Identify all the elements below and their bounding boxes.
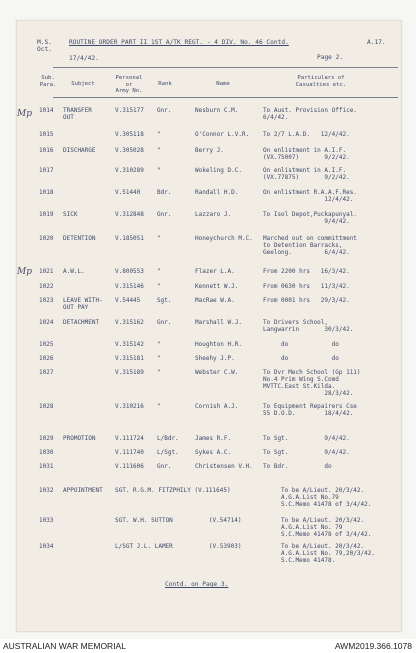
entry-particulars: To Equipment Repairers Cse 55 D.O.D. 18/4/42. — [263, 403, 357, 417]
col-sub-para: Sub. Para. — [39, 75, 57, 88]
entry-rank: Sgt. — [157, 297, 172, 304]
entry-name: Houghton H.R. — [195, 341, 242, 348]
entry-para: 1023 — [39, 297, 54, 304]
appointment-particulars: To be A/Lieut. 20/3/42. A.G.A.List No. 79,20/3/42. S.C.Memo 41478. — [281, 543, 375, 564]
entry-rank: " — [157, 235, 161, 242]
continued-note: Contd. on Page 3. — [165, 581, 229, 588]
entry-rank: L/Bdr. — [157, 435, 179, 442]
entry-name: Flazer L.A. — [195, 268, 235, 275]
entry-subject: DETENTION — [63, 235, 96, 242]
entry-rank: Gnr. — [157, 107, 172, 114]
entry-particulars: To Isol Depot,Puckapunyal. 9/4/42. — [263, 211, 357, 225]
entry-particulars: Marched out on committment to Detention Barracks, Geelong. 6/4/42. — [263, 235, 357, 256]
entry-army-no: V.800553 — [115, 268, 144, 275]
entry-name: Lazzaro J. — [195, 211, 232, 218]
entry-para: 1014 — [39, 107, 54, 114]
entry-name: Wokeling D.C. — [195, 167, 242, 174]
entry-particulars: On enlistment R.A.A.F.Res. 12/4/42. — [263, 189, 357, 203]
entry-army-no: V.111740 — [115, 449, 144, 456]
entry-subject: A.W.L. — [63, 268, 85, 275]
entry-subject: PROMOTION — [63, 435, 96, 442]
entry-name: James R.F. — [195, 435, 232, 442]
entry-name: Berry J. — [195, 147, 224, 154]
page-number: Page 2. — [317, 54, 344, 61]
entry-army-no: V.315142 — [115, 341, 144, 348]
entry-para: 1017 — [39, 167, 54, 174]
entry-rank: " — [157, 355, 161, 362]
appointment-particulars: To be A/Lieut. 20/3/42. A.G.A.List No.79 S.C.Memo 41478 of 3/4/42. — [281, 487, 372, 508]
entry-para: 1027 — [39, 369, 54, 376]
entry-particulars: From 0001 hrs 29/3/42. — [263, 297, 350, 304]
appointment-officer: SGT. R.G.M. FITZPHILY (V.111645) — [115, 487, 231, 494]
entry-name: Sheehy J.P. — [195, 355, 235, 362]
col-personal-no: Personal or Army No. — [115, 75, 143, 94]
entry-army-no: V.315189 — [115, 369, 144, 376]
entry-particulars: To Bdr. do — [263, 463, 332, 470]
margin-annotation: Mp — [17, 109, 32, 119]
entry-particulars: From 0630 hrs 11/3/42. — [263, 283, 350, 290]
entry-para: 1016 — [39, 147, 54, 154]
entry-army-no: V.51440 — [115, 189, 141, 196]
margin-annotation: Mp — [17, 267, 32, 277]
entry-name: Marshall W.J. — [195, 319, 242, 326]
entry-particulars: On enlistment in A.I.F. (VX.77875) 9/2/42. — [263, 167, 350, 181]
entry-army-no: V.315177 — [115, 107, 144, 114]
entry-army-no: V.310289 — [115, 167, 144, 174]
col-particulars: Particulars of Casualties etc. — [295, 75, 347, 88]
entry-subject: DISCHARGE — [63, 147, 96, 154]
entry-particulars: To Sgt. 9/4/42. — [263, 435, 350, 442]
entry-army-no: V.54445 — [115, 297, 141, 304]
entry-army-no: V.305118 — [115, 131, 144, 138]
entry-name: Nesburn C.M. — [195, 107, 239, 114]
entry-rank: Bdr. — [157, 189, 172, 196]
header-rule-bottom — [53, 97, 398, 98]
entry-rank: Gnr. — [157, 319, 172, 326]
col-name: Name — [216, 81, 230, 87]
entry-subject: SICK — [63, 211, 78, 218]
entry-para: 1030 — [39, 449, 54, 456]
entry-particulars: do do — [263, 341, 339, 348]
entry-particulars: To Dvr Mech School (Gp 111) No.4 Prim Wing S.Comd MVTTC.East St.Kilda. 28/3/42. — [263, 369, 361, 397]
order-date: 17/4/42. — [69, 55, 99, 62]
entry-army-no: V.310216 — [115, 403, 144, 410]
entry-name: Webster C.W. — [195, 369, 239, 376]
order-title: ROUTINE ORDER PART II 1ST A/TK REGT. - 4 DIV. No. 46 Contd. — [69, 39, 289, 46]
appointment-subject: APPOINTMENT — [63, 487, 103, 494]
entry-rank: " — [157, 167, 161, 174]
entry-rank: " — [157, 403, 161, 410]
entry-para: 1026 — [39, 355, 54, 362]
entry-para: 1024 — [39, 319, 54, 326]
entry-rank: Gnr. — [157, 463, 172, 470]
archive-reference: AWM2019.366.1078 — [334, 641, 412, 651]
entry-para: 1025 — [39, 341, 54, 348]
entry-para: 1031 — [39, 463, 54, 470]
entry-army-no: V.315146 — [115, 283, 144, 290]
entry-para: 1020 — [39, 235, 54, 242]
entry-para: 1022 — [39, 283, 54, 290]
entry-army-no: V.315181 — [115, 355, 144, 362]
entry-rank: " — [157, 131, 161, 138]
entry-subject: TRANSFER OUT — [63, 107, 92, 121]
entry-name: MacRae W.A. — [195, 297, 235, 304]
entry-rank: " — [157, 147, 161, 154]
entry-particulars: do do — [263, 355, 339, 362]
entry-rank: Gnr. — [157, 211, 172, 218]
col-subject: Subject — [71, 81, 95, 87]
entry-name: Honeychurch M.C. — [195, 235, 253, 242]
entry-rank: " — [157, 283, 161, 290]
entry-particulars: From 2200 hrs 16/3/42. — [263, 268, 350, 275]
appointment-officer: SGT. W.H. SUTTON (V.54714) — [115, 517, 242, 524]
entry-name: Randall H.D. — [195, 189, 239, 196]
entry-army-no: V.312848 — [115, 211, 144, 218]
appointment-officer: L/SGT J.L. LAMER (V.53903) — [115, 543, 242, 550]
entry-rank: " — [157, 341, 161, 348]
entry-subject: DETACHMENT — [63, 319, 100, 326]
entry-name: Christensen V.H. — [195, 463, 253, 470]
entry-rank: L/Sgt. — [157, 449, 179, 456]
entry-para: 1018 — [39, 189, 54, 196]
document-page — [16, 20, 402, 632]
header-rule-top — [53, 67, 398, 68]
entry-name: Sykes A.C. — [195, 449, 232, 456]
order-reference: A.17. — [367, 39, 386, 46]
appointment-para: 1032 — [39, 487, 54, 494]
ms-label: M.S. Oct. — [37, 39, 52, 53]
appointment-para: 1033 — [39, 517, 54, 524]
entry-army-no: V.305028 — [115, 147, 144, 154]
entry-para: 1029 — [39, 435, 54, 442]
entry-para: 1015 — [39, 131, 54, 138]
archive-name: AUSTRALIAN WAR MEMORIAL — [3, 641, 126, 651]
entry-army-no: V.185051 — [115, 235, 144, 242]
entry-particulars: To Drivers School, Langwarrin 30/3/42. — [263, 319, 354, 333]
entry-rank: " — [157, 268, 161, 275]
entry-subject: LEAVE WITH- OUT PAY — [63, 297, 103, 311]
entry-para: 1028 — [39, 403, 54, 410]
entry-particulars: To 2/7 L.A.D. 12/4/42. — [263, 131, 350, 138]
entry-rank: " — [157, 369, 161, 376]
appointment-particulars: To be A/Lieut. 20/3/42. A.G.A.List No. 79 S.C.Memo 41478 of 3/4/42. — [281, 517, 372, 538]
entry-particulars: To Sgt. 9/4/42. — [263, 449, 350, 456]
entry-name: Cornish A.J. — [195, 403, 239, 410]
entry-army-no: V.315162 — [115, 319, 144, 326]
entry-army-no: V.111606 — [115, 463, 144, 470]
entry-particulars: To Aust. Provision Office. 6/4/42. — [263, 107, 357, 121]
entry-name: O'Connor L.V.R. — [195, 131, 250, 138]
entry-particulars: On enlistment in A.I.F. (VX.75007) 9/2/42. — [263, 147, 350, 161]
entry-name: Kennett W.J. — [195, 283, 239, 290]
entry-army-no: V.111724 — [115, 435, 144, 442]
archive-footer — [0, 639, 416, 653]
entry-para: 1021 — [39, 268, 54, 275]
col-rank: Rank — [158, 81, 172, 87]
entry-para: 1019 — [39, 211, 54, 218]
appointment-para: 1034 — [39, 543, 54, 550]
